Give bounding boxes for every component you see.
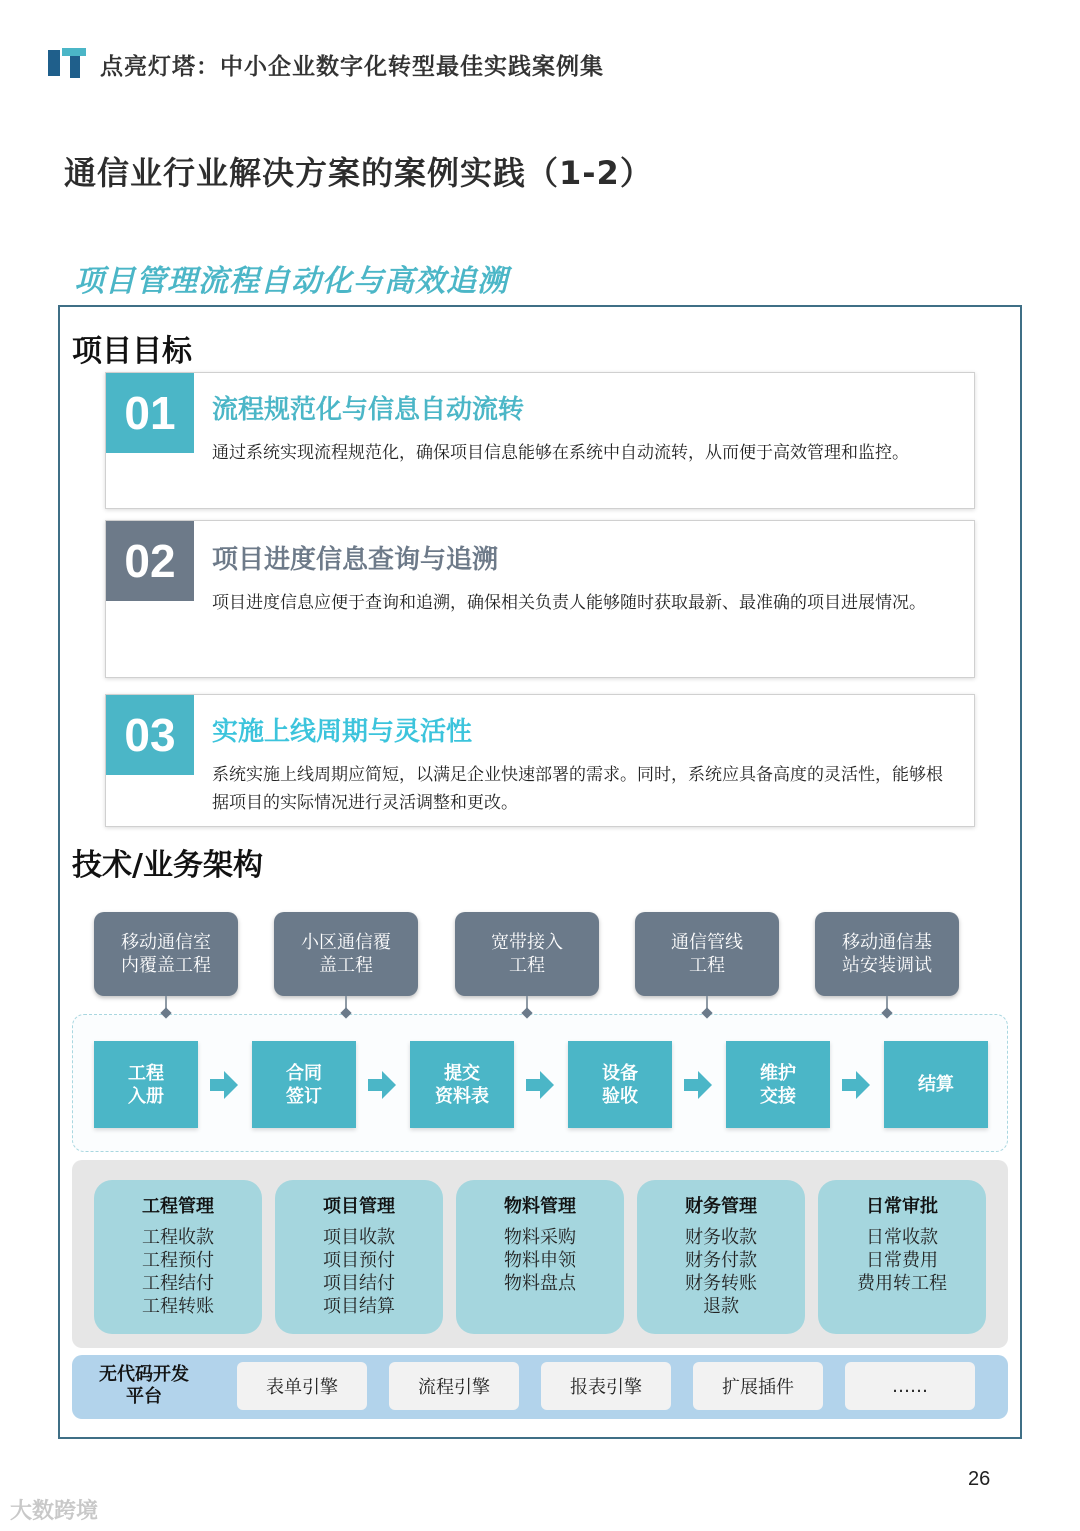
section-title: 项目管理流程自动化与高效追溯 <box>74 264 508 299</box>
module-item: 退款 <box>703 1296 739 1317</box>
module-card <box>818 1180 986 1334</box>
module-item: 工程转账 <box>142 1296 214 1317</box>
module-card <box>275 1180 443 1334</box>
platform-label: 无代码开发 平台 <box>99 1364 189 1407</box>
module-title: 工程管理 <box>142 1196 214 1217</box>
lighthouse-logo-icon <box>48 46 88 80</box>
platform-engine-chip: 扩展插件 <box>693 1362 823 1410</box>
page-number: 26 <box>968 1468 991 1490</box>
flow-step: 合同 签订 <box>252 1041 356 1128</box>
module-item: 项目结付 <box>323 1273 395 1294</box>
flow-step: 结算 <box>884 1041 988 1128</box>
module-card <box>94 1180 262 1334</box>
module-title: 项目管理 <box>323 1196 395 1217</box>
goal-description: 通过系统实现流程规范化，确保项目信息能够在系统中自动流转，从而便于高效管理和监控。 <box>212 443 909 463</box>
module-title: 物料管理 <box>504 1196 576 1217</box>
module-item: 物料申领 <box>504 1250 576 1271</box>
arrow-right-icon <box>842 1070 870 1100</box>
arrow-right-icon <box>368 1070 396 1100</box>
platform-engine-chip: 流程引擎 <box>389 1362 519 1410</box>
goal-number: 01 <box>106 373 194 453</box>
module-item: 工程结付 <box>142 1273 214 1294</box>
goal-title: 流程规范化与信息自动流转 <box>212 395 525 425</box>
goal-description: 项目进度信息应便于查询和追溯，确保相关负责人能够随时获取最新、最准确的项目进展情况。 <box>212 593 926 613</box>
page-title: 通信业行业解决方案的案例实践（1-2） <box>64 154 653 192</box>
module-item: 物料盘点 <box>504 1273 576 1294</box>
module-item: 财务付款 <box>685 1250 757 1271</box>
module-item: 物料采购 <box>504 1227 576 1248</box>
goal-card-01 <box>105 372 975 509</box>
flow-step: 提交 资料表 <box>410 1041 514 1128</box>
module-item: 财务转账 <box>685 1273 757 1294</box>
module-item: 项目预付 <box>323 1250 395 1271</box>
module-item: 费用转工程 <box>857 1273 947 1294</box>
module-item: 项目结算 <box>323 1296 395 1317</box>
project-type-box: 小区通信覆 盖工程 <box>274 912 418 996</box>
module-item: 日常收款 <box>866 1227 938 1248</box>
flow-step: 设备 验收 <box>568 1041 672 1128</box>
goal-title: 项目进度信息查询与追溯 <box>212 545 499 575</box>
goal-title: 实施上线周期与灵活性 <box>212 717 473 747</box>
platform-engine-chip: 报表引擎 <box>541 1362 671 1410</box>
module-title: 财务管理 <box>685 1196 757 1217</box>
platform-engine-chip: 表单引擎 <box>237 1362 367 1410</box>
module-item: 日常费用 <box>866 1250 938 1271</box>
project-type-box: 移动通信室 内覆盖工程 <box>94 912 238 996</box>
module-title: 日常审批 <box>866 1196 938 1217</box>
goal-card-03 <box>105 694 975 827</box>
goal-number: 03 <box>106 695 194 775</box>
module-item: 工程收款 <box>142 1227 214 1248</box>
arrow-right-icon <box>210 1070 238 1100</box>
platform-engine-chip: …… <box>845 1362 975 1410</box>
goal-card-02 <box>105 520 975 678</box>
goals-heading: 项目目标 <box>72 334 192 369</box>
goal-number: 02 <box>106 521 194 601</box>
flow-step: 工程 入册 <box>94 1041 198 1128</box>
watermark: 大数跨境 <box>10 1499 99 1524</box>
module-item: 财务收款 <box>685 1227 757 1248</box>
module-item: 项目收款 <box>323 1227 395 1248</box>
flow-step: 维护 交接 <box>726 1041 830 1128</box>
module-card <box>637 1180 805 1334</box>
project-type-box: 宽带接入 工程 <box>455 912 599 996</box>
report-title: 点亮灯塔：中小企业数字化转型最佳实践案例集 <box>100 54 604 80</box>
module-card <box>456 1180 624 1334</box>
goal-description: 系统实施上线周期应简短，以满足企业快速部署的需求。同时，系统应具备高度的灵活性，能够根据项目的实际情况进行灵活调整和更改。 <box>212 765 943 813</box>
project-type-box: 通信管线 工程 <box>635 912 779 996</box>
arrow-right-icon <box>684 1070 712 1100</box>
architecture-heading: 技术/业务架构 <box>72 848 263 883</box>
project-type-box: 移动通信基 站安装调试 <box>815 912 959 996</box>
arrow-right-icon <box>526 1070 554 1100</box>
module-item: 工程预付 <box>142 1250 214 1271</box>
